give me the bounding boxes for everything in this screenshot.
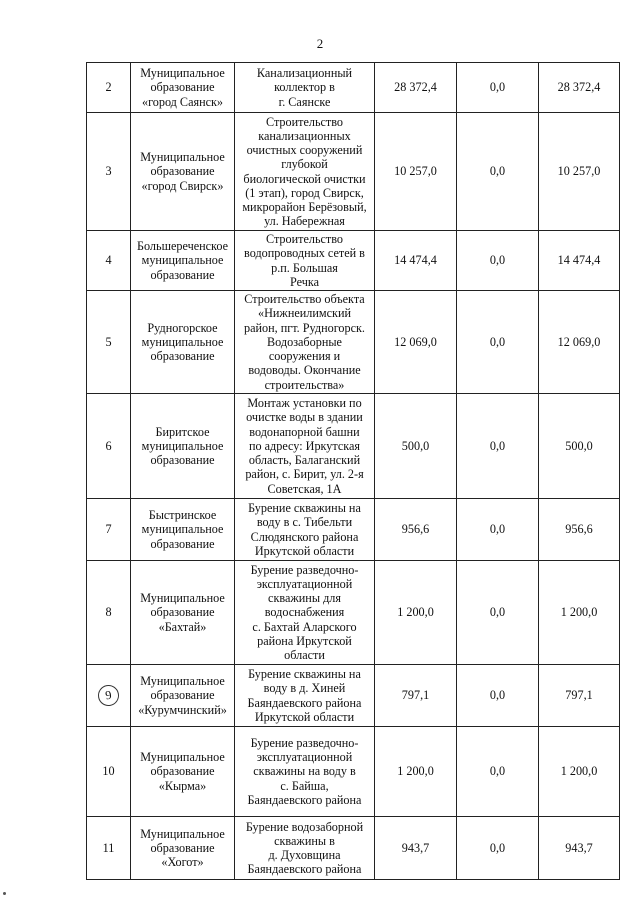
total-amount-cell: 28 372,4 bbox=[375, 63, 457, 113]
circled-row-number: 9 bbox=[96, 683, 120, 707]
zero-amount-cell: 0,0 bbox=[457, 665, 539, 727]
zero-amount-cell: 0,0 bbox=[457, 63, 539, 113]
table-row bbox=[87, 291, 620, 394]
total-amount-cell: 12 069,0 bbox=[375, 291, 457, 394]
allocated-amount-cell: 14 474,4 bbox=[539, 231, 620, 291]
municipality-cell: Биритское муниципальное образование bbox=[131, 394, 235, 499]
zero-amount-cell: 0,0 bbox=[457, 291, 539, 394]
row-number: 8 bbox=[87, 561, 131, 665]
municipality-cell: Муниципальное образование «город Свирск» bbox=[131, 113, 235, 231]
table-row bbox=[87, 499, 620, 561]
table-row bbox=[87, 665, 620, 727]
page-number: 2 bbox=[316, 36, 324, 51]
object-cell: Бурение скважины на воду в д. Хиней Баяндаевского района Иркутской области bbox=[235, 665, 375, 727]
object-cell: Строительство канализационных очистных сооружений глубокой биологической очистки (1 этап), город Свирск, микрорайон Берёзовый, ул. Набережная bbox=[235, 113, 375, 231]
zero-amount-cell: 0,0 bbox=[457, 727, 539, 817]
zero-amount-cell: 0,0 bbox=[457, 817, 539, 880]
municipality-cell: Муниципальное образование «город Саянск» bbox=[131, 63, 235, 113]
municipality-cell: Муниципальное образование «Кырма» bbox=[131, 727, 235, 817]
municipality-cell: Быстринское муниципальное образование bbox=[131, 499, 235, 561]
object-cell: Бурение водозаборной скважины в д. Духовщина Баяндаевского района bbox=[235, 817, 375, 880]
allocated-amount-cell: 12 069,0 bbox=[539, 291, 620, 394]
object-cell: Строительство объекта «Нижнеилимский район, пгт. Рудногорск. Водозаборные сооружения и водоводы. Окончание строительства» bbox=[235, 291, 375, 394]
table-row bbox=[87, 817, 620, 880]
total-amount-cell: 500,0 bbox=[375, 394, 457, 499]
row-number: 11 bbox=[87, 817, 131, 880]
total-amount-cell: 10 257,0 bbox=[375, 113, 457, 231]
table-row bbox=[87, 63, 620, 113]
table-row bbox=[87, 113, 620, 231]
table-row bbox=[87, 727, 620, 817]
total-amount-cell: 1 200,0 bbox=[375, 561, 457, 665]
zero-amount-cell: 0,0 bbox=[457, 231, 539, 291]
scan-speck bbox=[3, 892, 6, 895]
allocated-amount-cell: 500,0 bbox=[539, 394, 620, 499]
object-cell: Бурение разведочно- эксплуатационной скважины для водоснабжения с. Бахтай Аларского района Иркутской области bbox=[235, 561, 375, 665]
total-amount-cell: 1 200,0 bbox=[375, 727, 457, 817]
row-number bbox=[87, 665, 131, 727]
total-amount-cell: 943,7 bbox=[375, 817, 457, 880]
allocated-amount-cell: 10 257,0 bbox=[539, 113, 620, 231]
zero-amount-cell: 0,0 bbox=[457, 113, 539, 231]
total-amount-cell: 956,6 bbox=[375, 499, 457, 561]
zero-amount-cell: 0,0 bbox=[457, 561, 539, 665]
row-number: 2 bbox=[87, 63, 131, 113]
table-row bbox=[87, 394, 620, 499]
allocated-amount-cell: 1 200,0 bbox=[539, 561, 620, 665]
object-cell: Канализационный коллектор в г. Саянске bbox=[235, 63, 375, 113]
row-number: 3 bbox=[87, 113, 131, 231]
funding-table bbox=[86, 62, 620, 880]
allocated-amount-cell: 943,7 bbox=[539, 817, 620, 880]
table-row bbox=[87, 231, 620, 291]
object-cell: Строительство водопроводных сетей в р.п. Большая Речка bbox=[235, 231, 375, 291]
municipality-cell: Большереченское муниципальное образование bbox=[131, 231, 235, 291]
zero-amount-cell: 0,0 bbox=[457, 499, 539, 561]
object-cell: Бурение скважины на воду в с. Тибельти Слюдянского района Иркутской области bbox=[235, 499, 375, 561]
municipality-cell: Муниципальное образование «Хогот» bbox=[131, 817, 235, 880]
municipality-cell: Рудногорское муниципальное образование bbox=[131, 291, 235, 394]
table-row bbox=[87, 561, 620, 665]
row-number: 6 bbox=[87, 394, 131, 499]
object-cell: Бурение разведочно- эксплуатационной скважины на воду в с. Байша, Баяндаевского района bbox=[235, 727, 375, 817]
row-number: 4 bbox=[87, 231, 131, 291]
allocated-amount-cell: 28 372,4 bbox=[539, 63, 620, 113]
row-number: 5 bbox=[87, 291, 131, 394]
allocated-amount-cell: 956,6 bbox=[539, 499, 620, 561]
total-amount-cell: 14 474,4 bbox=[375, 231, 457, 291]
total-amount-cell: 797,1 bbox=[375, 665, 457, 727]
row-number: 10 bbox=[87, 727, 131, 817]
zero-amount-cell: 0,0 bbox=[457, 394, 539, 499]
allocated-amount-cell: 1 200,0 bbox=[539, 727, 620, 817]
object-cell: Монтаж установки по очистке воды в здании водонапорной башни по адресу: Иркутская область, Балаганский район, с. Бирит, ул. 2-я Советская, 1А bbox=[235, 394, 375, 499]
municipality-cell: Муниципальное образование «Бахтай» bbox=[131, 561, 235, 665]
municipality-cell: Муниципальное образование «Курумчинский» bbox=[131, 665, 235, 727]
allocated-amount-cell: 797,1 bbox=[539, 665, 620, 727]
row-number: 7 bbox=[87, 499, 131, 561]
